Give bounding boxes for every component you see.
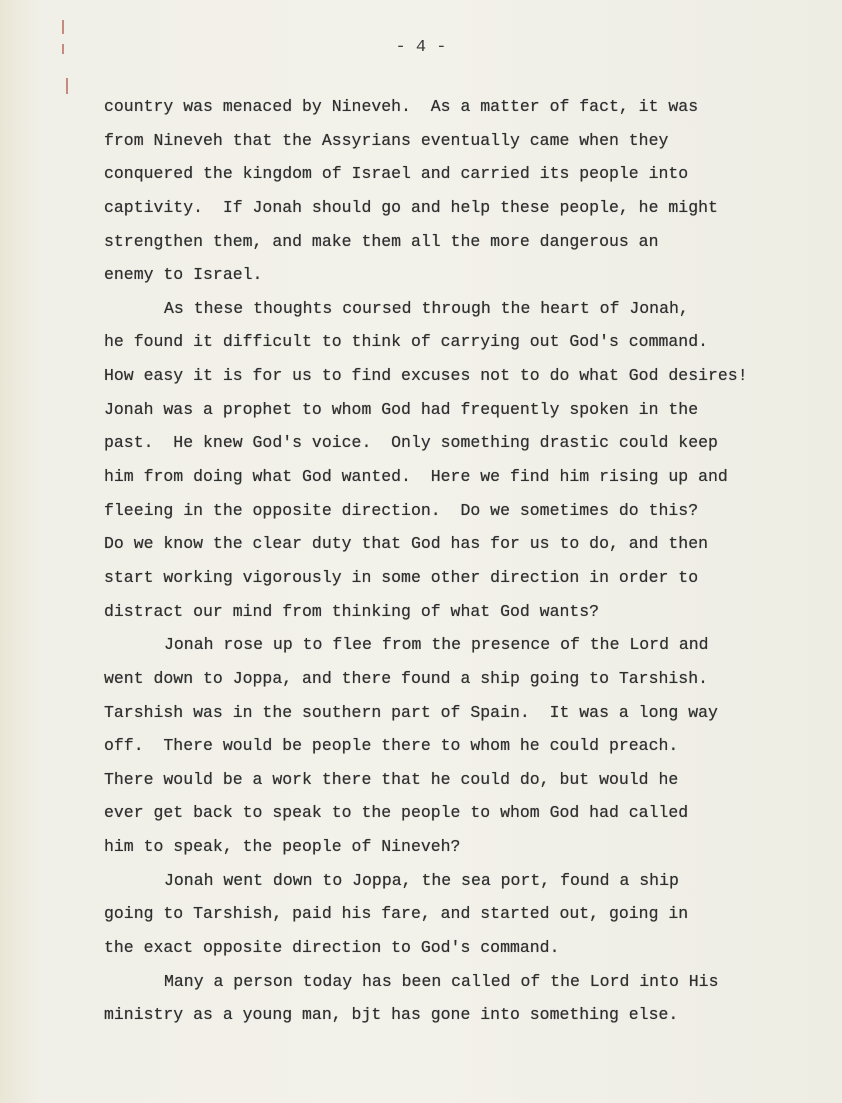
text-line: ministry as a young man, bjt has gone into something else. — [104, 1005, 679, 1025]
text-line: him to speak, the people of Nineveh? — [104, 837, 461, 857]
text-line: the exact opposite direction to God's command. — [104, 938, 560, 958]
text-line: country was menaced by Nineveh. As a matter of fact, it was — [104, 97, 699, 116]
margin-mark — [62, 20, 64, 34]
page-number: - 4 - — [395, 38, 447, 57]
text-line: enemy to Israel. — [104, 265, 263, 285]
text-line: distract our mind from thinking of what God wants? — [104, 601, 600, 621]
text-line: fleeing in the opposite direction. Do we sometimes do this? — [104, 500, 699, 520]
text-line: Tarshish was in the southern part of Spain. It was a long way — [104, 702, 718, 722]
margin-mark — [66, 78, 68, 94]
text-line: went down to Joppa, and there found a ship going to Tarshish. — [104, 668, 708, 688]
body-text — [104, 90, 824, 1032]
text-line: going to Tarshish, paid his fare, and started out, going in — [104, 904, 689, 924]
text-line: he found it difficult to think of carrying out God's command. — [104, 332, 708, 352]
text-line: ever get back to speak to the people to whom God had called — [104, 803, 689, 823]
text-line: strengthen them, and make them all the more dangerous an — [104, 231, 659, 251]
text-line: conquered the kingdom of Israel and carried its people into — [104, 164, 689, 184]
text-line: How easy it is for us to find excuses not to do what God desires! — [104, 366, 748, 386]
text-line: off. There would be people there to whom he could preach. — [104, 736, 679, 756]
text-line: captivity. If Jonah should go and help these people, he might — [104, 197, 718, 217]
text-line: from Nineveh that the Assyrians eventually came when they — [104, 130, 669, 150]
text-line: Jonah rose up to flee from the presence of the Lord and — [164, 635, 709, 655]
text-line: Jonah was a prophet to whom God had frequently spoken in the — [104, 399, 699, 419]
text-line: Many a person today has been called of the Lord into His — [164, 971, 719, 991]
text-line: Do we know the clear duty that God has for us to do, and then — [104, 534, 708, 554]
text-line: Jonah went down to Joppa, the sea port, found a ship — [164, 870, 679, 890]
text-line: There would be a work there that he could do, but would he — [104, 769, 679, 789]
text-line: As these thoughts coursed through the heart of Jonah, — [164, 298, 689, 318]
text-line: start working vigorously in some other direction in order to — [104, 567, 699, 587]
text-line: him from doing what God wanted. Here we find him rising up and — [104, 467, 728, 487]
text-line: past. He knew God's voice. Only something drastic could keep — [104, 433, 718, 453]
